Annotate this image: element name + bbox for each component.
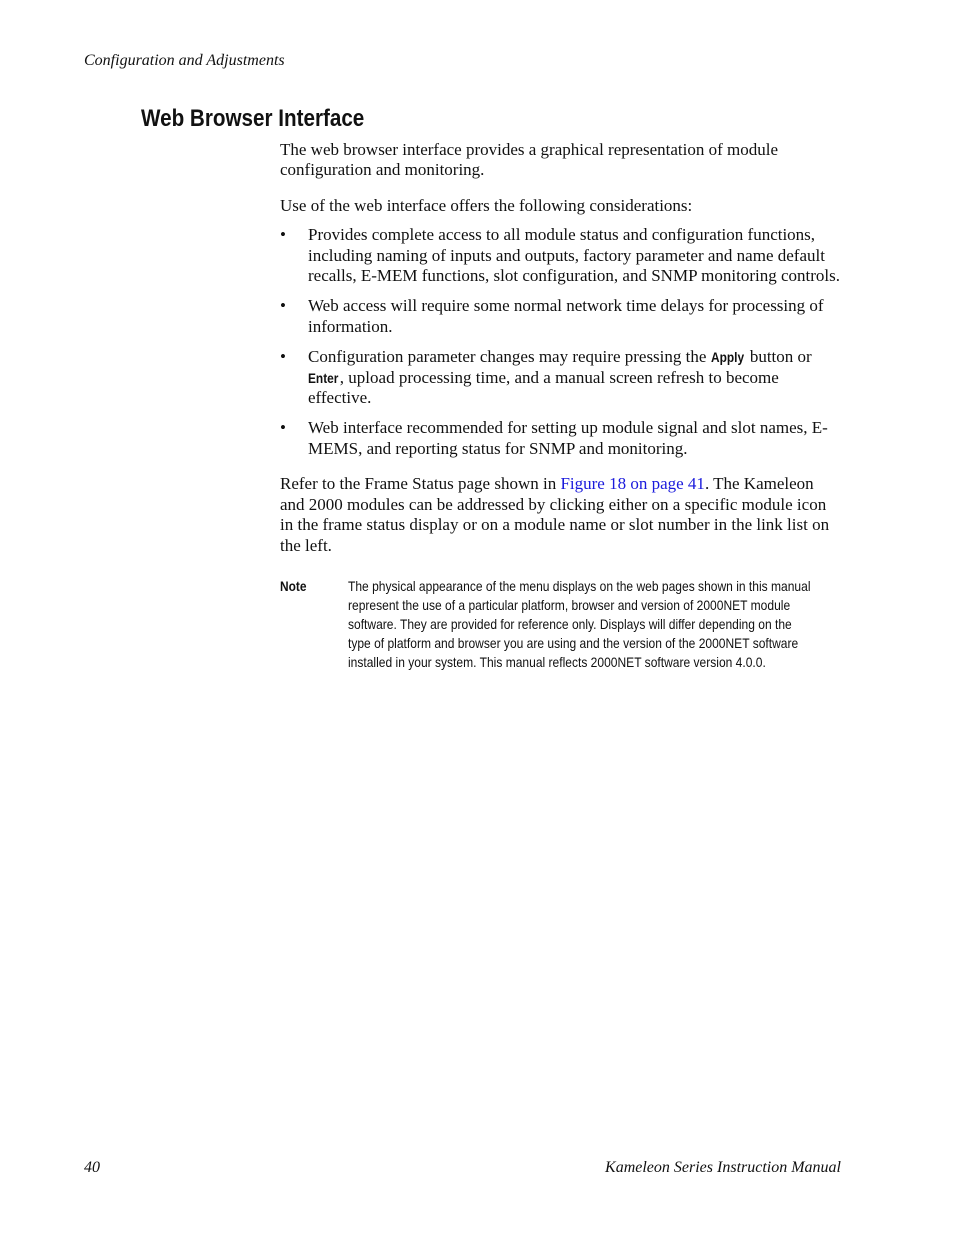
list-item-text bbox=[308, 347, 812, 407]
list-item bbox=[280, 347, 840, 408]
apply-label: Apply bbox=[710, 349, 744, 366]
list-item-text-pre: Configuration parameter changes may require pressing the bbox=[308, 347, 711, 367]
running-head: Configuration and Adjustments bbox=[84, 52, 285, 69]
enter-label: Enter bbox=[308, 369, 339, 386]
list-item-text: Web interface recommended for setting up module signal and slot names, E-MEMS, and reporting status for SNMP and monitoring. bbox=[308, 418, 828, 458]
page-number: 40 bbox=[84, 1159, 100, 1176]
list-item-text-post: , upload processing time, and a manual screen refresh to become effective. bbox=[308, 367, 779, 408]
bullet-icon: • bbox=[280, 296, 286, 316]
note-text: The physical appearance of the menu displays on the web pages shown in this manual represent the use of a particular platform, browser and version of 2000NET module software. They are provided for reference only. Displays will differ depending on the type of platform and browser you are using and the version of the 2000NET software installed in your system. This manual reflects 2000NET software version 4.0.0. bbox=[348, 577, 811, 670]
bullet-icon: • bbox=[280, 225, 286, 245]
figure-18-link[interactable]: Figure 18 on page 41 bbox=[560, 474, 705, 494]
refer-text-pre: Refer to the Frame Status page shown in bbox=[280, 474, 561, 494]
list-item bbox=[280, 225, 840, 286]
list-item-text: Provides complete access to all module status and configuration functions, including naming of inputs and outputs, factory parameter and name default recalls, E-MEM functions, slot configuration, and SNMP monitoring controls. bbox=[308, 225, 840, 286]
note-label: Note bbox=[280, 577, 307, 594]
list-item-text: Web access will require some normal network time delays for processing of information. bbox=[308, 296, 824, 336]
list-item-text-mid: button or bbox=[745, 347, 812, 367]
note-block bbox=[280, 577, 840, 672]
bullet-icon: • bbox=[280, 347, 286, 367]
intro-paragraph: The web browser interface provides a graphical representation of module configuration and monitoring. bbox=[280, 140, 778, 180]
considerations-list bbox=[280, 225, 840, 459]
section-title: Web Browser Interface bbox=[141, 105, 365, 132]
refer-text-post: . The Kameleon and 2000 modules can be addressed by clicking either on a specific module icon in the frame status display or on a module name or slot number in the link list on the left. bbox=[280, 474, 830, 555]
refer-paragraph bbox=[280, 474, 840, 556]
list-item bbox=[280, 296, 840, 337]
list-item bbox=[280, 418, 840, 459]
considerations-intro: Use of the web interface offers the following considerations: bbox=[280, 195, 693, 215]
body-content bbox=[280, 140, 840, 671]
manual-title: Kameleon Series Instruction Manual bbox=[605, 1159, 841, 1176]
bullet-icon: • bbox=[280, 418, 286, 438]
